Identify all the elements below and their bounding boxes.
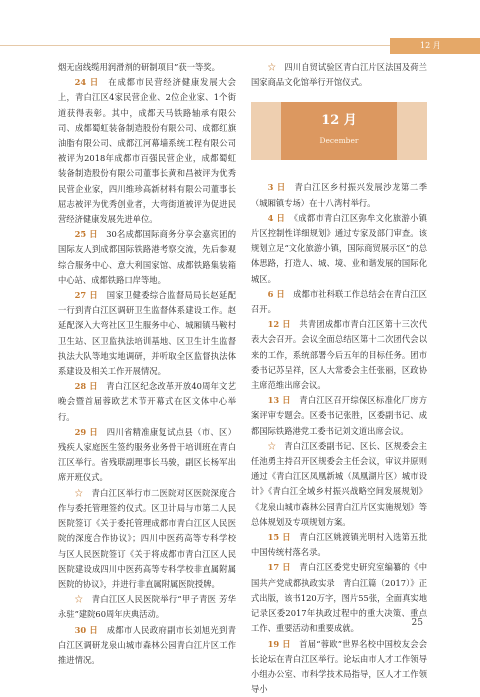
paragraph-text: 青白江区人民医院举行“甲子青医 芳华永驻”建院60周年庆典活动。 xyxy=(58,594,236,619)
paragraph xyxy=(58,623,236,669)
paragraph xyxy=(58,486,236,592)
header-rule xyxy=(0,45,392,46)
date-label: 4 日 xyxy=(268,213,286,223)
paragraph xyxy=(58,75,236,227)
paragraph-text: 共青团成都市青白江区第十三次代表大会召开。会议全面总结区第十二次团代会以来的工作，系统部署今后五年的目标任务。团市委书记苏呈祥，区人大常委会主任张丽，区政协主席范维出席会议。 xyxy=(251,319,427,390)
paragraph xyxy=(58,592,236,622)
month-banner-inner xyxy=(281,102,397,160)
date-label: 27 日 xyxy=(75,290,98,300)
paragraph-text: 在成都市民营经济健康发展大会上，青白江区4家民营企业、2位企业家、1个街道获得表彰。其中，成都天马铁路轴承有限公司、成都蜀虹装备制造股份有限公司、成都红旗油脂有限公司、成都江河幕墙系统工程有限公司被评为2018年成都市百强民营企业，成都蜀虹装备制造股份有限公司董事长黄和昌被评为优秀民营企业家，四川维珍高新材料有限公司董事长屈志被评为优秀创业者，大弯街道被评为促进民营经济健康发展先进单位。 xyxy=(58,77,236,224)
date-label: 15 日 xyxy=(268,532,291,542)
paragraph xyxy=(251,637,427,697)
date-label: 12 日 xyxy=(268,319,291,329)
paragraph xyxy=(58,425,236,486)
date-label: 28 日 xyxy=(75,381,98,391)
date-label: 19 日 xyxy=(268,639,291,649)
date-label: 30 日 xyxy=(75,625,98,635)
date-label: 6 日 xyxy=(268,289,285,299)
paragraph-text: 青白江区姚渡镇光明村入选第五批中国传统村落名录。 xyxy=(251,532,427,557)
paragraph xyxy=(58,60,236,75)
paragraph-text: 青白江区委副书记、区长、区规委会主任池勇主持召开区规委会主任会议，审议并原则通过《青白江区凤凰新城（凤凰湖片区）城市设计》《青白江全域乡村振兴战略空间发展规划》《龙泉山城市森林公园青白江片区实施规划》等总体规划及专项规划方案。 xyxy=(251,441,427,527)
paragraph-text: 青白江区乡村振兴发展沙龙第二季（城厢镇专场）在十八湾村举行。 xyxy=(251,182,427,207)
paragraph xyxy=(251,530,427,560)
paragraph xyxy=(251,180,427,210)
star-icon: ☆ xyxy=(75,594,84,604)
paragraph-text: 四川自贸试验区青白江片区法国及荷兰国家商品文化馆举行开馆仪式。 xyxy=(251,62,427,87)
month-tab: 12 月 xyxy=(390,38,480,54)
date-label: 25 日 xyxy=(75,229,98,239)
paragraph xyxy=(251,60,427,90)
star-icon: ☆ xyxy=(75,488,84,498)
date-label: 24 日 xyxy=(75,77,100,87)
paragraph xyxy=(251,439,427,530)
paragraph xyxy=(58,379,236,425)
paragraph-text: 四川省精准康复试点县（市、区）残疾人家庭医生签约服务业务骨干培训班在青白江区举行。省残联副理事长马骏，副区长杨军出席开班仪式。 xyxy=(58,427,236,483)
paragraph-text: 青白江区召开综保区标准化厂房方案评审专题会。区委书记张胜，区委副书记、成都国际铁路港党工委书记刘文道出席会议。 xyxy=(251,395,427,435)
paragraph xyxy=(251,287,427,317)
date-label: 17 日 xyxy=(268,562,291,572)
star-icon: ☆ xyxy=(268,441,276,451)
date-label: 29 日 xyxy=(75,427,98,437)
star-icon: ☆ xyxy=(268,62,276,72)
paragraph xyxy=(251,211,427,287)
banner-title: 12 月 xyxy=(281,102,397,128)
page-number: 25 xyxy=(412,618,423,628)
paragraph-text: 30名成都国际商务分享会嘉宾团的国际友人到成都国际铁路港考察交流，先后参观综合服务中心、意大利国家馆、成都铁路集装箱中心站、成都铁路口岸等地。 xyxy=(58,229,236,285)
right-column xyxy=(251,60,427,697)
paragraph xyxy=(251,317,427,393)
paragraph-text: 青白江区纪念改革开放40周年文艺晚会暨首届蓉欧艺术节开幕式在区文体中心举行。 xyxy=(58,381,236,421)
banner-subtitle: December xyxy=(281,133,397,148)
paragraph-text: 成都市人民政府副市长刘旭光到青白江区调研龙泉山城市森林公园青白江片区工作推进情况。 xyxy=(58,625,236,665)
paragraph-text: 青白江区举行市二医院对区医院深度合作与委托管理签约仪式。区卫计局与市第二人民医院签订《关于委托管理成都市青白江区人民医院的深度合作协议》；四川中医药高等专科学校与区人民医院签订《关于将成都市青白江区人民医院建设成四川中医药高等专科学校非直属附属医院的协议》，并进行非直属附属医院授牌。 xyxy=(58,488,236,589)
paragraph xyxy=(251,393,427,439)
paragraph-text: 首届“蓉欧”世界名校中国校友会会长论坛在青白江区举行。论坛由市人才工作领导小组办公室、市科学技术局指导，区人才工作领导小 xyxy=(251,639,427,695)
left-column xyxy=(58,60,236,668)
paragraph xyxy=(251,560,427,636)
date-label: 13 日 xyxy=(268,395,291,405)
paragraph-text: 青白江区委党史研究室编纂的《中国共产党成都执政实录 青白江篇（2017）》正式出版，该书120万字，图片55张，全面真实地记录区委2017年执政过程中的重大决策、重点工作、重要活动和重要成就。 xyxy=(251,562,427,633)
paragraph xyxy=(58,227,236,288)
month-banner xyxy=(251,102,427,160)
paragraph-text: 烟无卤线缆用润滑剂的研制项目”获一等奖。 xyxy=(58,62,220,72)
paragraph xyxy=(58,288,236,379)
date-label: 3 日 xyxy=(268,182,286,192)
paragraph-text: 国家卫健委综合监督局局长赵延配一行到青白江区调研卫生监督体系建设工作。赵延配深入大弯社区卫生服务中心、城厢镇马鞍村卫生站、区卫监执法培训基地、区卫生计生监督执法大队等地实地调研，并听取全区监督执法体系建设及相关工作开展情况。 xyxy=(58,290,236,376)
paragraph-text: 《成都市青白江区弥牟文化旅游小镇片区控制性详细规划》通过专家及部门审查。该规划立足“文化旅游小镇，国际商贸展示区”的总体思路，打造人、城、境、业和谐发展的国际化城区。 xyxy=(251,213,427,284)
paragraph-text: 成都市社科联工作总结会在青白江区召开。 xyxy=(251,289,427,314)
